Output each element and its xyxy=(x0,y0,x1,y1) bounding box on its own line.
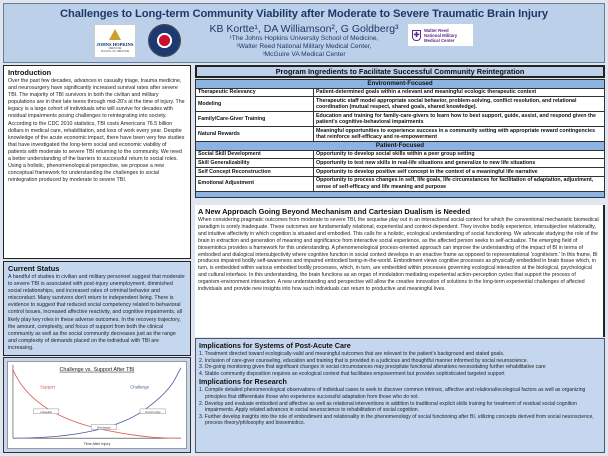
challenge-label: Challenge xyxy=(130,384,150,390)
jhu-shield-icon xyxy=(109,29,121,40)
table-row: Self Concept Reconstruction Opportunity to develop positive self concept in the context of a meaningful life narrative xyxy=(196,167,605,176)
svg-text:Community: Community xyxy=(144,409,161,414)
challenge-support-chart xyxy=(7,361,187,449)
author-block xyxy=(194,23,414,59)
va-seal-icon xyxy=(148,24,181,57)
support-label: Support xyxy=(40,384,55,390)
introduction-heading: Introduction xyxy=(8,68,52,77)
table-row: Emotional Adjustment Opportunity to process changes in self, life goals, life circumstances for facilitation of adaptation, adjustment, sense of self-efficacy and life meaning and purpose xyxy=(196,176,605,191)
current-status-text: A handful of studies in civilian and military personnel suggest that moderate to severe TBI is associated with post-injury unemployment, diminished social relationships, and increased rates of criminal behavior and misconduct. Many survivors don't return to independent living. There is evidence to suggest that reduced social competency related to behavioral control issues, increased affective reactivity, and cognitive impairments, all likely play key roles in these adverse outcomes. In the recovery trajectory, the amount, complexity, and focus of support from both the clinical community as well as the social community decreases just as the range and complexity of demands placed on the individual with TBI are increasing. xyxy=(8,274,185,351)
list-item: 2. Develop and evaluate embodied and affective as well as relational interventions in addition to traditional explicit skills training for treatment of residual social cognition impairments. Apply related advances in social neuroscience to rehabilitation of social cognition. xyxy=(199,400,577,414)
table-row: Therapeutic Relevancy Patient-determined goals within a relevant and meaningful ecologic therapeutic context xyxy=(196,88,605,97)
affiliation-3: ³McGuire VA Medical Center xyxy=(262,51,346,58)
research-implications-list xyxy=(199,387,601,427)
program-table xyxy=(195,79,605,192)
walter-reed-crest-icon: ✚ xyxy=(412,30,421,41)
current-status-heading: Current Status xyxy=(8,264,60,273)
challenge-support-figure xyxy=(3,357,191,453)
poster-title: Challenges to Long-term Community Viability after Moderate to Severe Traumatic Brain Injury xyxy=(59,8,549,20)
list-item: 3. Further develop insights into the role of embodiment and relationality in the phenomenology of social functioning after BI, utilizing concepts derived from social neuroscience, process theory/philosophy and biosemiotics. xyxy=(199,413,594,427)
x-axis-label: Time After Injury xyxy=(83,442,111,447)
introduction-panel xyxy=(3,65,191,259)
implications-panel xyxy=(195,338,605,453)
list-item: 3. On-going monitoring given that significant changes in social circumstances may precipitate functional alterations necessitating further rehabilitative care xyxy=(199,364,546,371)
poster-header xyxy=(3,3,605,63)
walter-reed-logo: ✚ Walter Reed National Military Medical Center xyxy=(408,24,473,46)
section-header-patient: Patient-Focused xyxy=(196,142,605,151)
author-names: KB Kortte¹, DA Williamson², G Goldberg³ xyxy=(209,23,399,35)
affiliation-2: ²Walter Reed National Military Medical Center, xyxy=(236,43,372,50)
svg-text:Hospital: Hospital xyxy=(40,409,52,414)
chart-title: Challenge vs. Support After TBI xyxy=(59,366,135,373)
introduction-text: Over the past few decades, advances in casualty triage, trauma medicine, and neurosurgery have significantly increased survival rates after severe TBI. The majority of TBI survivors in both the civilian and military populations are in their late teens through mid-20's at the time of injury. The legacy is a large cohort of individuals who will survive for decades with residual impairments posing challenges to reintegrating into society. According to the CDC 2010 statistics, TBI costs Americans 76.5 billion dollars in medical care, rehabilitation, and loss of work every year. Despite knowledge of the acute economic impact, there have been very few studies that have investigated the long-term social and economic viability of patients with moderate to severe TBI returning to the community. We need a better understanding of the barriers to successful return to social roles. Using a holistic, phenomenological perspective, we propose a new conceptual framework for understanding the challenges to social reintegration produced by moderate to severe TBI. xyxy=(8,78,185,184)
program-ingredients-panel xyxy=(195,65,605,198)
current-status-panel xyxy=(3,261,191,356)
research-implications-heading: Implications for Research xyxy=(199,377,287,387)
program-title: Program Ingredients to Facilitate Successful Community Reintegration xyxy=(195,65,605,78)
approach-heading: A New Approach Going Beyond Mechanism and Cartesian Dualism is Needed xyxy=(198,207,471,216)
section-header-environment: Environment-Focused xyxy=(196,80,605,89)
table-row: Family/Care-Giver Training Education and training for family-care-givers to learn how to best support, guide, assist, and respond given the patient's cognitive-behavioral impairments xyxy=(196,112,605,127)
care-implications-list xyxy=(199,351,601,377)
new-approach-panel xyxy=(195,205,605,337)
johns-hopkins-logo: JOHNS HOPKINS MEDICINE SCHOOL OF MEDICINE xyxy=(94,24,136,58)
table-footer-bar xyxy=(195,192,605,198)
table-row: Natural Rewards Meaningful opportunities to experience success in a community setting with appropriate reward contingencies that reinforce self-efficacy and re-empowerment xyxy=(196,127,605,142)
list-item: 1. Compile detailed phenomenological observations of individual cases to seek to discover common intrinsic, affective and relational/ecological factors as well as organizing principles that differentiate those who experience successful adaptation from those who do not. xyxy=(199,387,586,400)
svg-text:Discharge: Discharge xyxy=(96,425,111,430)
care-implications-heading: Implications for Systems of Post-Acute Care xyxy=(199,341,351,350)
approach-text: When considering pragmatic outcomes from moderate to severe TBI, the sequelae play out in an interactional social context for which the conventional mechanistic biomedical paradigm is sorely inadequate. These outcomes are fundamentally relational, experiential and context-dependent. They involve bodily experience, intersubjective relationality, and intuitive affectivity in which cognition is situated and embodied. This calls for a holistic, ecological understanding of social functioning. We advocate studying the role of the brain in extraction and generation of meaning and significance from interactive social experience, as the affected person seeks to self-actualize. The emerging field of biosemiotics provides a framework for this understanding. A phenomenological process-oriented approach can improve the understanding of the impact of BI in terms of embodied and dialogical intersubjectivity where cognitive function in social context develops in an enactive frame as opposed to representational 'cognitivism.' In this frame, BI produces impaired bodily self-awareness and impaired embodied being-in-the-world. Embodiment views cognitive processes as physically embedded in brain tissue which, in turn, is embedded within various embodied bodily processes, which, in turn, are embedded within processes governing ecological interaction at the biological, psychological and cultural interface. In this understanding, the brain functions as an organ of modulation mediating experiential action-perception cycles that support the process of organism-environment interaction. A new understanding and perspective will allow the creative innovation of solutions to the long-term experiential challenges of affected individuals and provide new insights into how such individuals can return to productive and meaningful lives. xyxy=(198,217,599,293)
table-row: Skill Generalizability Opportunity to test new skills in real-life situations and generalize to new life situations xyxy=(196,159,605,168)
table-row: Modeling Therapeutic staff model appropriate social behavior, problem-solving, conflict resolution, and relational coordination (mutual respect, shared goals, shared knowledge). xyxy=(196,97,605,112)
affiliation-1: ¹The Johns Hopkins University School of Medicine, xyxy=(229,35,379,42)
list-item: 1. Treatment directed toward ecologically-valid and meaningful outcomes that are relevant to the patient's background and stated goals. xyxy=(199,351,505,357)
list-item: 4. Stable community disposition requires an ecological context that facilitates empowerment but provides sophisticated targeted support xyxy=(199,370,505,377)
list-item: 2. Inclusion of care-giver counseling, education and training that is provided in a judicious and thoughtful manner informed by social neuroscience. xyxy=(199,357,529,364)
table-row: Social Skill Development Opportunity to develop social skills within a peer group setting xyxy=(196,150,605,159)
